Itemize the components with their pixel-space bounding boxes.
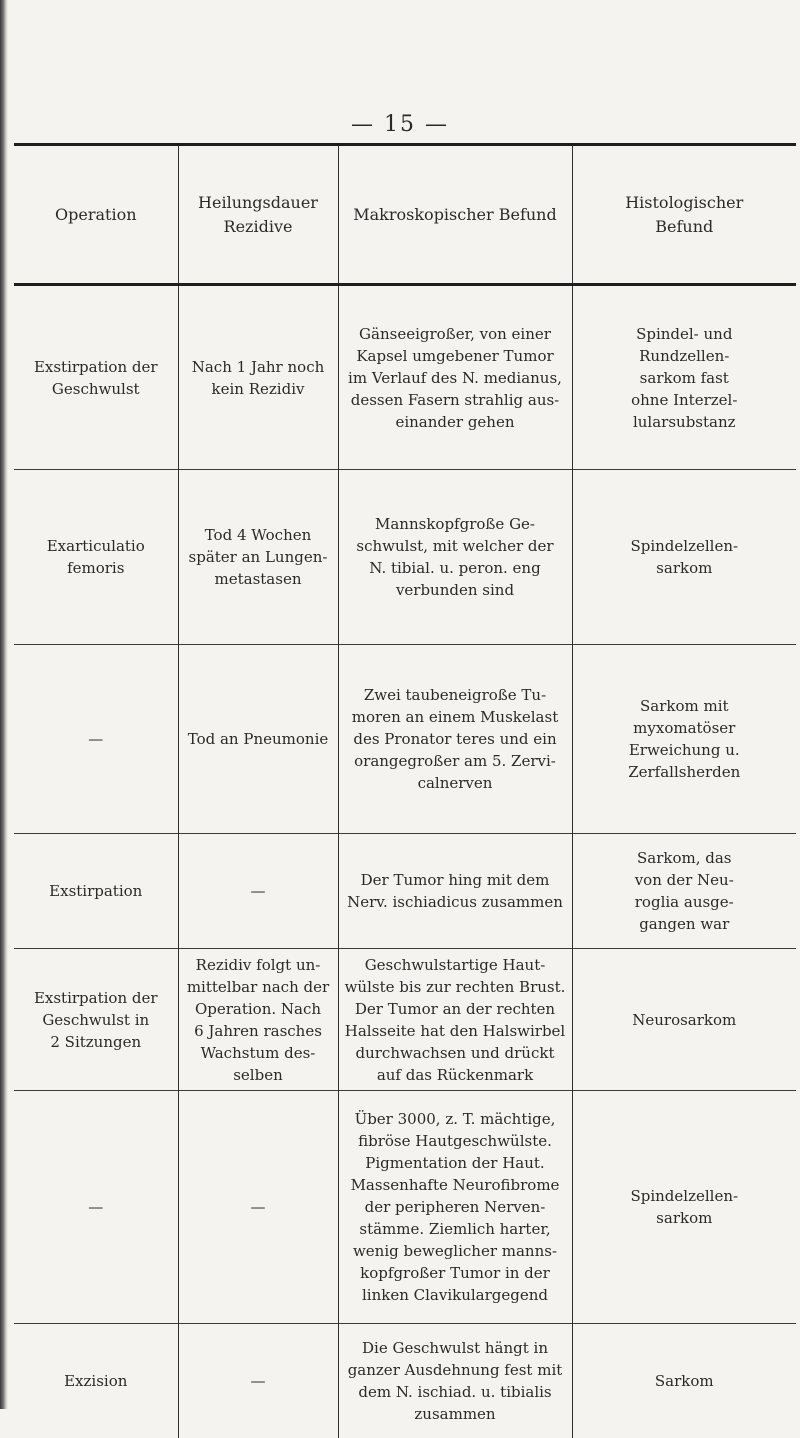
cell-operation	[14, 285, 178, 470]
cell-makroskopisch	[338, 1324, 572, 1438]
cell-histologisch	[572, 1091, 796, 1324]
cell-text: —	[251, 1372, 266, 1390]
cell-text: Rezidiv folgt un- mittelbar nach der Operation. Nach 6 Jahren rasches Wachstum des- selben	[187, 956, 329, 1084]
book-spine-shadow	[0, 0, 8, 1409]
cell-text: Sarkom mit myxomatöser Erweichung u. Zerfallsherden	[628, 697, 740, 781]
cell-operation	[14, 645, 178, 834]
header-makroskopisch-label: Makroskopischer Befund	[353, 205, 556, 224]
cell-text: Exstirpation der Geschwulst in 2 Sitzungen	[34, 989, 158, 1051]
cell-text: Die Geschwulst hängt in ganzer Ausdehnung fest mit dem N. ischiad. u. tibialis zusammen	[348, 1339, 563, 1423]
cell-histologisch	[572, 1324, 796, 1438]
table-header-row	[14, 146, 796, 285]
cell-text: Zwei taubeneigroße Tu- moren an einem Muskelast des Pronator teres und ein orangegroßer am 5. Zervi- calnerven	[352, 686, 558, 792]
findings-table	[14, 146, 796, 1438]
cell-makroskopisch	[338, 834, 572, 949]
cell-heilungsdauer	[178, 1324, 338, 1438]
cell-operation	[14, 834, 178, 949]
cell-text: Geschwulstartige Haut- wülste bis zur rechten Brust. Der Tumor an der rechten Halsseite hat den Halswirbel durchwachsen und drückt auf das Rückenmark	[345, 956, 566, 1084]
cell-text: Über 3000, z. T. mächtige, fibröse Hautgeschwülste. Pigmentation der Haut. Massenhafte Neurofibrome der peripheren Nerven- stämme. Ziemlich harter, wenig beweglicher manns- kopfgroßer Tumor in der linken Clavikulargegend	[351, 1110, 560, 1304]
table-row	[14, 834, 796, 949]
cell-text: Exstirpation der Geschwulst	[34, 358, 158, 398]
header-heilungsdauer	[178, 146, 338, 285]
cell-operation	[14, 1091, 178, 1324]
cell-text: Tod an Pneumonie	[188, 730, 329, 748]
cell-text: Exstirpation	[49, 882, 142, 900]
header-operation-label: Operation	[55, 205, 137, 224]
cell-text: Der Tumor hing mit dem Nerv. ischiadicus zusammen	[347, 871, 563, 911]
cell-text: —	[251, 1198, 266, 1216]
table-row	[14, 645, 796, 834]
cell-operation	[14, 1324, 178, 1438]
cell-histologisch	[572, 834, 796, 949]
cell-text: Tod 4 Wochen später an Lungen- metastasen	[189, 526, 328, 588]
cell-histologisch	[572, 949, 796, 1091]
cell-heilungsdauer	[178, 1091, 338, 1324]
header-histologisch	[572, 146, 796, 285]
cell-makroskopisch	[338, 285, 572, 470]
cell-histologisch	[572, 645, 796, 834]
cell-heilungsdauer	[178, 645, 338, 834]
table-row	[14, 285, 796, 470]
cell-heilungsdauer	[178, 949, 338, 1091]
cell-makroskopisch	[338, 1091, 572, 1324]
header-histologisch-label: Histologischer Befund	[625, 193, 743, 236]
cell-text: Nach 1 Jahr noch kein Rezidiv	[192, 358, 325, 398]
header-makroskopisch	[338, 146, 572, 285]
cell-text: Sarkom	[655, 1372, 714, 1390]
cell-heilungsdauer	[178, 470, 338, 645]
table-row	[14, 470, 796, 645]
cell-heilungsdauer	[178, 285, 338, 470]
cell-text: —	[251, 882, 266, 900]
cell-text: Neurosarkom	[632, 1011, 736, 1029]
cell-text: Spindel- und Rundzellen- sarkom fast ohne Interzel- lularsubstanz	[631, 325, 737, 431]
table-row	[14, 1324, 796, 1438]
header-heilungsdauer-label: Heilungsdauer Rezidive	[198, 193, 318, 236]
page-number: — 15 —	[0, 112, 800, 137]
cell-operation	[14, 470, 178, 645]
cell-text: Mannskopfgroße Ge- schwulst, mit welcher der N. tibial. u. peron. eng verbunden sind	[356, 515, 553, 599]
cell-text: —	[88, 1198, 103, 1216]
cell-operation	[14, 949, 178, 1091]
cell-makroskopisch	[338, 645, 572, 834]
cell-makroskopisch	[338, 949, 572, 1091]
table-row	[14, 1091, 796, 1324]
header-operation	[14, 146, 178, 285]
cell-text: Gänseeigroßer, von einer Kapsel umgebener Tumor im Verlauf des N. medianus, dessen Fasern strahlig aus- einander gehen	[348, 325, 562, 431]
cell-text: —	[88, 730, 103, 748]
cell-text: Exzision	[64, 1372, 127, 1390]
cell-histologisch	[572, 285, 796, 470]
cell-heilungsdauer	[178, 834, 338, 949]
cell-text: Spindelzellen- sarkom	[630, 537, 738, 577]
cell-makroskopisch	[338, 470, 572, 645]
cell-text: Exarticulatio femoris	[47, 537, 145, 577]
cell-histologisch	[572, 470, 796, 645]
cell-text: Sarkom, das von der Neu- roglia ausge- gangen war	[635, 849, 734, 933]
table-row	[14, 949, 796, 1091]
cell-text: Spindelzellen- sarkom	[630, 1187, 738, 1227]
